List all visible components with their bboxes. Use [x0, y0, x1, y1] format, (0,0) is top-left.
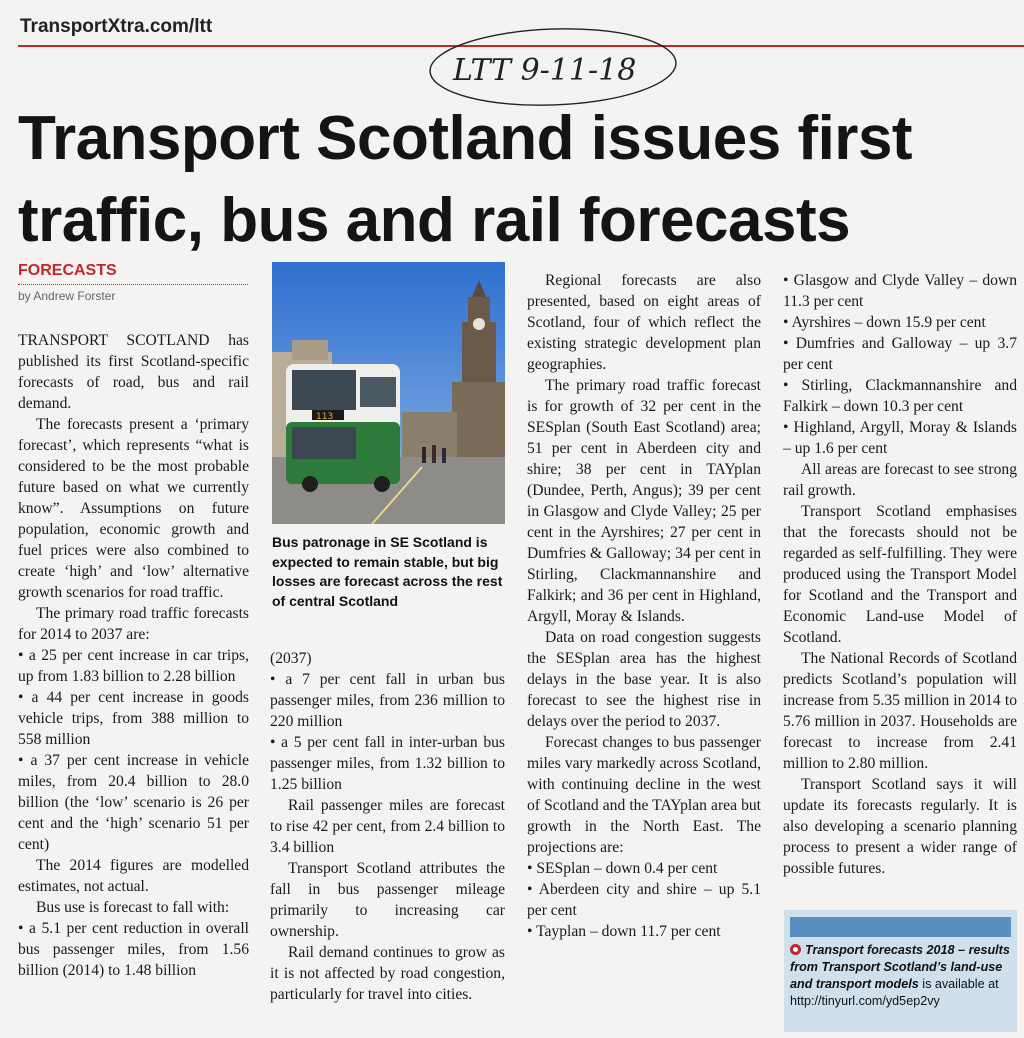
bullet-item: • Dumfries and Galloway – up 3.7 per cent — [783, 335, 1017, 373]
paragraph: Rail passenger miles are forecast to rise 42 per cent, from 2.4 billion to 3.4 billion — [270, 797, 505, 856]
paragraph: Forecast changes to bus passenger miles vary markedly across Scotland, with continuing decline in the west of Scotland and the TAYplan area but growth in the North East. The projections are: — [527, 734, 761, 856]
headline — [18, 98, 1018, 262]
paragraph: Transport Scotland says it will update its forecasts regularly. It is also developing a scenario planning process to present a wider range of possible futures. — [783, 776, 1017, 877]
paragraph: Regional forecasts are also presented, based on eight areas of Scotland, four of which reflect the existing strategic development plan geographies. — [527, 272, 761, 373]
paragraph: Rail demand continues to grow as it is not affected by road congestion, particularly for travel into cities. — [270, 944, 505, 1003]
info-box-url[interactable]: http://tinyurl.com/yd5ep2vy — [790, 994, 940, 1008]
bus-photo-image — [272, 262, 505, 524]
article-column-3 — [527, 270, 761, 942]
bullet-item: • a 37 per cent increase in vehicle miles, from 20.4 billion to 28.0 billion (the ‘low’ scenario is 26 per cent and the ‘high’ scenario 51 per cent) — [18, 752, 249, 853]
bullet-item: • a 5.1 per cent reduction in overall bus passenger miles, from 1.56 billion (2014) to 1.48 billion — [18, 920, 249, 979]
headline-line-2: traffic, bus and rail forecasts — [18, 186, 851, 255]
section-label: FORECASTS — [18, 262, 117, 279]
paragraph: Bus use is forecast to fall with: — [36, 899, 230, 916]
bullet-item: • Glasgow and Clyde Valley – down 11.3 per cent — [783, 272, 1017, 310]
paragraph: All areas are forecast to see strong rail growth. — [783, 461, 1017, 499]
paragraph: The primary road traffic forecast is for growth of 32 per cent in the SESplan (South East Scotland) area; 51 per cent in Aberdeen city and shire; 38 per cent in TAYplan (Dundee, Perth, Angus); 39 per cent in Glasgow and Clyde Valley; 25 per cent in the Ayrshires; 27 per cent in Dumfries & Galloway; 34 per cent in Stirling, Clackmannanshire and Falkirk; and 36 per cent in Highland, Argyll, Moray & Islands. — [527, 377, 761, 625]
info-box-lead: Transport forecasts 2018 – results from Transport Scotland’s land-use and transport models — [790, 943, 1010, 991]
photo-caption: Bus patronage in SE Scotland is expected to remain stable, but big losses are forecast across the rest of central Scotland — [272, 534, 503, 609]
paragraph: Transport Scotland attributes the fall in bus passenger mileage primarily to increasing car ownership. — [270, 860, 505, 940]
article-column-4 — [783, 270, 1017, 879]
handwritten-note — [428, 22, 678, 108]
info-box-bar — [790, 917, 1011, 937]
article-column-1 — [18, 330, 249, 981]
bullet-item: • a 7 per cent fall in urban bus passenger miles, from 236 million to 220 million — [270, 671, 505, 730]
bullet-item: • Ayrshires – down 15.9 per cent — [783, 314, 986, 331]
paragraph: The 2014 figures are modelled estimates, not actual. — [18, 857, 249, 895]
bus-destination-sign: 113 — [316, 412, 334, 422]
bullet-dot-icon — [790, 944, 801, 955]
bullet-item: • a 44 per cent increase in goods vehicle trips, from 388 million to 558 million — [18, 689, 249, 748]
byline: by Andrew Forster — [18, 289, 116, 303]
bullet-item: • Stirling, Clackmannanshire and Falkirk – down 10.3 per cent — [783, 377, 1017, 415]
bullet-item: • SESplan – down 0.4 per cent — [527, 860, 718, 877]
info-box-rest: is available at — [918, 977, 999, 991]
info-box — [784, 910, 1017, 1032]
bullet-item: • Highland, Argyll, Moray & Islands – up 1.6 per cent — [783, 419, 1017, 457]
handwritten-note-ellipse — [428, 22, 678, 108]
bus-photo — [272, 262, 505, 524]
paragraph: The National Records of Scotland predicts Scotland’s population will increase from 5.35 million in 2014 to 5.76 million in 2037. Households are forecast to increase from 2.41 million to 2.80 million. — [783, 650, 1017, 772]
section-divider — [18, 284, 248, 285]
masthead: TransportXtra.com/ltt — [20, 16, 213, 37]
paragraph: The forecasts present a ‘primary forecast’, which represents “what is considered to be the most probable future based on what we currently know”. Assumptions on future population, economic growth and fuel prices were also combined to create ‘high’ and ‘low’ alternative growth scenarios for road traffic. — [18, 416, 249, 601]
bullet-item: • a 5 per cent fall in inter-urban bus passenger miles, from 1.32 billion to 1.25 billion — [270, 734, 505, 793]
article-column-2 — [270, 648, 505, 1005]
bullet-item: • Tayplan – down 11.7 per cent — [527, 923, 721, 940]
bullet-item: • a 25 per cent increase in car trips, up from 1.83 billion to 2.28 billion — [18, 647, 249, 685]
handwritten-note-text: LTT 9-11-18 — [453, 53, 637, 88]
paragraph: Data on road congestion suggests the SESplan area has the highest delays in the base year. It is also forecast to see the highest rise in delays over the period to 2037. — [527, 629, 761, 730]
paragraph: (2037) — [270, 650, 312, 667]
headline-line-1: Transport Scotland issues first — [18, 104, 913, 173]
paragraph: The primary road traffic forecasts for 2014 to 2037 are: — [18, 605, 249, 643]
paragraph: Transport Scotland emphasises that the forecasts should not be regarded as self-fulfilling. They were produced using the Transport Model for Scotland and the Transport and Economic Land-use Model of Scotland. — [783, 503, 1017, 646]
bullet-item: • Aberdeen city and shire – up 5.1 per cent — [527, 881, 761, 919]
paragraph: TRANSPORT SCOTLAND has published its first Scotland-specific forecasts of road, bus and rail demand. — [18, 332, 249, 412]
info-box-text — [790, 942, 1012, 1010]
